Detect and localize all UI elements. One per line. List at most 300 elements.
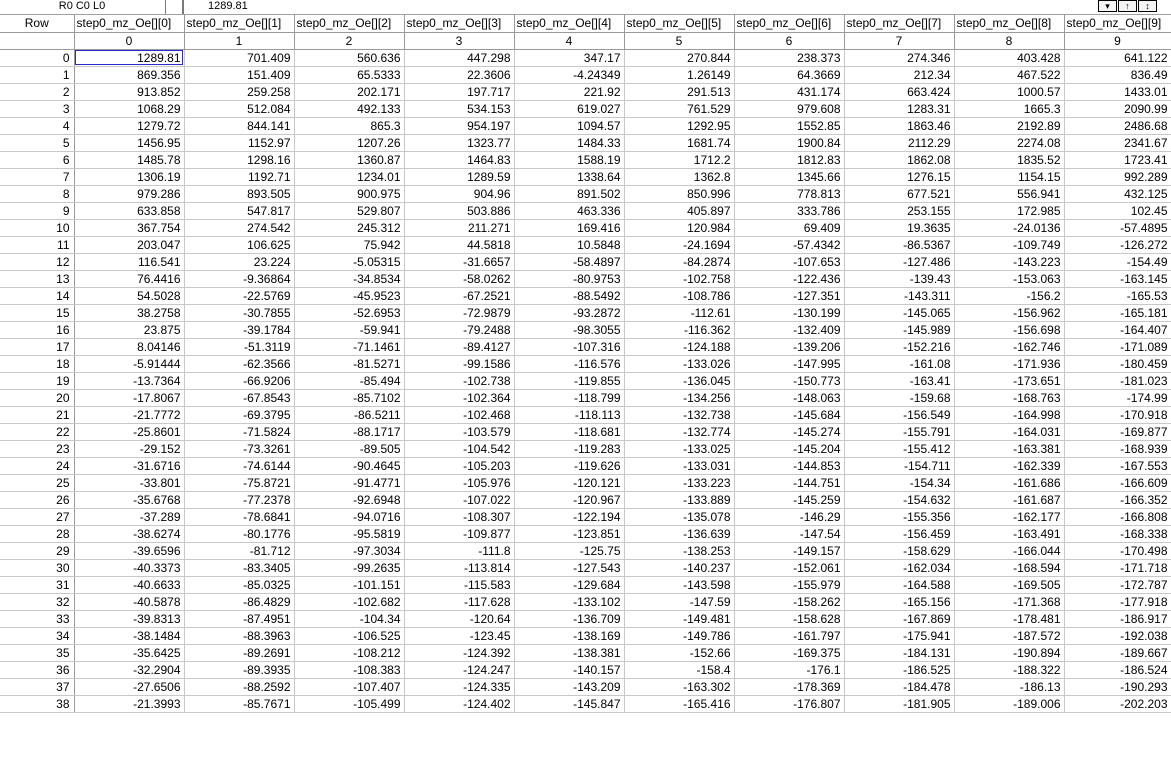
table-cell[interactable]: -95.5819 <box>294 525 404 542</box>
table-cell[interactable]: -176.807 <box>734 695 844 712</box>
table-cell[interactable]: -139.43 <box>844 270 954 287</box>
table-cell[interactable]: -133.102 <box>514 593 624 610</box>
table-cell[interactable]: -133.031 <box>624 457 734 474</box>
table-cell[interactable]: 1456.95 <box>74 134 184 151</box>
table-cell[interactable]: -98.3055 <box>514 321 624 338</box>
table-cell[interactable]: -112.61 <box>624 304 734 321</box>
row-index[interactable]: 30 <box>0 559 74 576</box>
table-cell[interactable]: 75.942 <box>294 236 404 253</box>
selected-cell[interactable]: 1289.81 <box>74 49 184 66</box>
table-cell[interactable]: -168.939 <box>1064 440 1171 457</box>
table-cell[interactable]: 512.084 <box>184 100 294 117</box>
table-cell[interactable]: -88.2592 <box>184 678 294 695</box>
row-index[interactable]: 38 <box>0 695 74 712</box>
data-table-view[interactable] <box>0 15 1171 768</box>
table-cell[interactable]: -152.061 <box>734 559 844 576</box>
table-cell[interactable]: 1289.59 <box>404 168 514 185</box>
table-cell[interactable]: -130.199 <box>734 304 844 321</box>
table-cell[interactable]: 1292.95 <box>624 117 734 134</box>
table-cell[interactable]: 259.258 <box>184 83 294 100</box>
table-cell[interactable]: -162.177 <box>954 508 1064 525</box>
table-cell[interactable]: -158.262 <box>734 593 844 610</box>
table-cell[interactable]: -155.356 <box>844 508 954 525</box>
table-cell[interactable]: 701.409 <box>184 49 294 66</box>
table-cell[interactable]: 1306.19 <box>74 168 184 185</box>
table-cell[interactable]: -147.59 <box>624 593 734 610</box>
table-cell[interactable]: -117.628 <box>404 593 514 610</box>
table-cell[interactable]: -85.0325 <box>184 576 294 593</box>
row-index[interactable]: 34 <box>0 627 74 644</box>
table-cell[interactable]: -105.976 <box>404 474 514 491</box>
table-cell[interactable]: -190.894 <box>954 644 1064 661</box>
table-cell[interactable]: -21.7772 <box>74 406 184 423</box>
table-cell[interactable]: -24.0136 <box>954 219 1064 236</box>
table-cell[interactable]: -88.1717 <box>294 423 404 440</box>
table-cell[interactable]: 869.356 <box>74 66 184 83</box>
row-index[interactable]: 13 <box>0 270 74 287</box>
table-cell[interactable]: 619.027 <box>514 100 624 117</box>
table-cell[interactable]: -108.307 <box>404 508 514 525</box>
table-cell[interactable]: -119.283 <box>514 440 624 457</box>
table-cell[interactable]: 102.45 <box>1064 202 1171 219</box>
table-cell[interactable]: -168.338 <box>1064 525 1171 542</box>
table-cell[interactable]: -52.6953 <box>294 304 404 321</box>
table-cell[interactable]: -99.2635 <box>294 559 404 576</box>
table-cell[interactable]: -119.626 <box>514 457 624 474</box>
row-index[interactable]: 29 <box>0 542 74 559</box>
table-cell[interactable]: -87.4951 <box>184 610 294 627</box>
table-cell[interactable]: -147.54 <box>734 525 844 542</box>
table-cell[interactable]: -67.2521 <box>404 287 514 304</box>
table-cell[interactable]: -108.786 <box>624 287 734 304</box>
table-cell[interactable]: -186.13 <box>954 678 1064 695</box>
table-cell[interactable]: 22.3606 <box>404 66 514 83</box>
table-cell[interactable]: -57.4895 <box>1064 219 1171 236</box>
table-cell[interactable]: -156.698 <box>954 321 1064 338</box>
table-cell[interactable]: 291.513 <box>624 83 734 100</box>
table-cell[interactable]: -166.609 <box>1064 474 1171 491</box>
table-cell[interactable]: -171.936 <box>954 355 1064 372</box>
table-cell[interactable]: -40.5878 <box>74 593 184 610</box>
table-cell[interactable]: -133.026 <box>624 355 734 372</box>
row-index[interactable]: 37 <box>0 678 74 695</box>
table-cell[interactable]: -78.6841 <box>184 508 294 525</box>
table-cell[interactable]: -102.468 <box>404 406 514 423</box>
table-cell[interactable]: 534.153 <box>404 100 514 117</box>
table-cell[interactable]: 547.817 <box>184 202 294 219</box>
row-index[interactable]: 0 <box>0 49 74 66</box>
table-cell[interactable]: -134.256 <box>624 389 734 406</box>
table-cell[interactable]: -97.3034 <box>294 542 404 559</box>
table-cell[interactable]: 1681.74 <box>624 134 734 151</box>
table-cell[interactable]: -155.412 <box>844 440 954 457</box>
table-cell[interactable]: -163.381 <box>954 440 1064 457</box>
table-cell[interactable]: -138.169 <box>514 627 624 644</box>
table-cell[interactable]: -159.68 <box>844 389 954 406</box>
table-cell[interactable]: 503.886 <box>404 202 514 219</box>
table-cell[interactable]: 1338.64 <box>514 168 624 185</box>
table-cell[interactable]: -153.063 <box>954 270 1064 287</box>
table-cell[interactable]: -186.524 <box>1064 661 1171 678</box>
table-cell[interactable]: -32.2904 <box>74 661 184 678</box>
table-cell[interactable]: -102.364 <box>404 389 514 406</box>
table-cell[interactable]: 1154.15 <box>954 168 1064 185</box>
table-cell[interactable]: 274.346 <box>844 49 954 66</box>
table-cell[interactable]: -156.962 <box>954 304 1064 321</box>
table-cell[interactable]: -158.629 <box>844 542 954 559</box>
table-cell[interactable]: -89.505 <box>294 440 404 457</box>
table-cell[interactable]: -171.368 <box>954 593 1064 610</box>
table-cell[interactable]: -124.392 <box>404 644 514 661</box>
table-cell[interactable]: 850.996 <box>624 185 734 202</box>
table-cell[interactable]: -145.259 <box>734 491 844 508</box>
column-header[interactable]: step0_mz_Oe[][2] <box>294 15 404 32</box>
table-cell[interactable]: -109.877 <box>404 525 514 542</box>
table-cell[interactable]: -5.91444 <box>74 355 184 372</box>
table-cell[interactable]: 992.289 <box>1064 168 1171 185</box>
row-index[interactable]: 8 <box>0 185 74 202</box>
table-cell[interactable]: -164.998 <box>954 406 1064 423</box>
table-cell[interactable]: 1862.08 <box>844 151 954 168</box>
row-index[interactable]: 5 <box>0 134 74 151</box>
table-cell[interactable]: 211.271 <box>404 219 514 236</box>
table-cell[interactable]: -136.045 <box>624 372 734 389</box>
table-cell[interactable]: -163.491 <box>954 525 1064 542</box>
table-cell[interactable]: -178.481 <box>954 610 1064 627</box>
table-cell[interactable]: -152.66 <box>624 644 734 661</box>
table-cell[interactable]: -17.8067 <box>74 389 184 406</box>
table-cell[interactable]: -81.712 <box>184 542 294 559</box>
table-cell[interactable]: -167.869 <box>844 610 954 627</box>
row-index[interactable]: 28 <box>0 525 74 542</box>
table-cell[interactable]: -186.917 <box>1064 610 1171 627</box>
table-cell[interactable]: 432.125 <box>1064 185 1171 202</box>
table-cell[interactable]: 333.786 <box>734 202 844 219</box>
table-cell[interactable]: -126.272 <box>1064 236 1171 253</box>
table-cell[interactable]: -163.41 <box>844 372 954 389</box>
table-cell[interactable]: -86.4829 <box>184 593 294 610</box>
table-cell[interactable]: -116.576 <box>514 355 624 372</box>
table-cell[interactable]: 1812.83 <box>734 151 844 168</box>
table-cell[interactable]: 1552.85 <box>734 117 844 134</box>
table-cell[interactable]: -127.543 <box>514 559 624 576</box>
table-cell[interactable]: -181.023 <box>1064 372 1171 389</box>
table-cell[interactable]: -22.5769 <box>184 287 294 304</box>
table-cell[interactable]: -39.8313 <box>74 610 184 627</box>
table-cell[interactable]: 106.625 <box>184 236 294 253</box>
table-cell[interactable]: -105.499 <box>294 695 404 712</box>
table-cell[interactable]: 253.155 <box>844 202 954 219</box>
row-index[interactable]: 22 <box>0 423 74 440</box>
table-cell[interactable]: -171.089 <box>1064 338 1171 355</box>
table-cell[interactable]: 347.17 <box>514 49 624 66</box>
table-cell[interactable]: -118.681 <box>514 423 624 440</box>
row-index[interactable]: 35 <box>0 644 74 661</box>
table-cell[interactable]: -145.204 <box>734 440 844 457</box>
table-cell[interactable]: -66.9206 <box>184 372 294 389</box>
table-cell[interactable]: -35.6768 <box>74 491 184 508</box>
table-cell[interactable]: -102.758 <box>624 270 734 287</box>
table-cell[interactable]: -165.156 <box>844 593 954 610</box>
column-header[interactable]: step0_mz_Oe[][8] <box>954 15 1064 32</box>
row-index[interactable]: 24 <box>0 457 74 474</box>
table-cell[interactable]: -135.078 <box>624 508 734 525</box>
table-cell[interactable]: 1068.29 <box>74 100 184 117</box>
table-cell[interactable]: 1362.8 <box>624 168 734 185</box>
table-cell[interactable]: -152.216 <box>844 338 954 355</box>
table-cell[interactable]: -138.381 <box>514 644 624 661</box>
table-cell[interactable]: 893.505 <box>184 185 294 202</box>
table-cell[interactable]: -107.316 <box>514 338 624 355</box>
table-cell[interactable]: -174.99 <box>1064 389 1171 406</box>
table-cell[interactable]: 2090.99 <box>1064 100 1171 117</box>
column-header[interactable]: step0_mz_Oe[][1] <box>184 15 294 32</box>
table-cell[interactable]: -85.494 <box>294 372 404 389</box>
table-cell[interactable]: -39.6596 <box>74 542 184 559</box>
table-cell[interactable]: -74.6144 <box>184 457 294 474</box>
row-index[interactable]: 26 <box>0 491 74 508</box>
column-header[interactable]: step0_mz_Oe[][0] <box>74 15 184 32</box>
table-cell[interactable]: -188.322 <box>954 661 1064 678</box>
table-cell[interactable]: 274.542 <box>184 219 294 236</box>
table-cell[interactable]: -81.5271 <box>294 355 404 372</box>
table-cell[interactable]: 169.416 <box>514 219 624 236</box>
table-cell[interactable]: 54.5028 <box>74 287 184 304</box>
row-index[interactable]: 10 <box>0 219 74 236</box>
table-cell[interactable]: 560.636 <box>294 49 404 66</box>
column-header[interactable]: step0_mz_Oe[][4] <box>514 15 624 32</box>
table-cell[interactable]: 865.3 <box>294 117 404 134</box>
table-cell[interactable]: -125.75 <box>514 542 624 559</box>
table-cell[interactable]: -59.941 <box>294 321 404 338</box>
column-header[interactable]: step0_mz_Oe[][7] <box>844 15 954 32</box>
table-cell[interactable]: -89.3935 <box>184 661 294 678</box>
table-cell[interactable]: 23.224 <box>184 253 294 270</box>
table-cell[interactable]: 1485.78 <box>74 151 184 168</box>
table-cell[interactable]: -5.05315 <box>294 253 404 270</box>
table-cell[interactable]: -162.746 <box>954 338 1064 355</box>
table-cell[interactable]: -155.979 <box>734 576 844 593</box>
row-index[interactable]: 19 <box>0 372 74 389</box>
cell-value-field[interactable]: 1289.81 <box>183 0 1093 14</box>
column-header[interactable]: step0_mz_Oe[][6] <box>734 15 844 32</box>
table-cell[interactable]: -170.918 <box>1064 406 1171 423</box>
table-cell[interactable]: -62.3566 <box>184 355 294 372</box>
table-cell[interactable]: -107.022 <box>404 491 514 508</box>
table-cell[interactable]: -45.9523 <box>294 287 404 304</box>
row-index[interactable]: 2 <box>0 83 74 100</box>
table-cell[interactable]: -57.4342 <box>734 236 844 253</box>
table-cell[interactable]: -116.362 <box>624 321 734 338</box>
table-cell[interactable]: -33.801 <box>74 474 184 491</box>
table-cell[interactable]: 556.941 <box>954 185 1064 202</box>
table-cell[interactable]: -147.995 <box>734 355 844 372</box>
table-cell[interactable]: -187.572 <box>954 627 1064 644</box>
table-cell[interactable]: 1360.87 <box>294 151 404 168</box>
table-cell[interactable]: 1863.46 <box>844 117 954 134</box>
table-cell[interactable]: -149.481 <box>624 610 734 627</box>
table-cell[interactable]: -139.206 <box>734 338 844 355</box>
row-index[interactable]: 32 <box>0 593 74 610</box>
table-cell[interactable]: -166.044 <box>954 542 1064 559</box>
table-cell[interactable]: -171.718 <box>1064 559 1171 576</box>
table-cell[interactable]: 904.96 <box>404 185 514 202</box>
table-cell[interactable]: 900.975 <box>294 185 404 202</box>
table-cell[interactable]: -161.686 <box>954 474 1064 491</box>
table-cell[interactable]: -145.274 <box>734 423 844 440</box>
row-index[interactable]: 18 <box>0 355 74 372</box>
table-cell[interactable]: -37.289 <box>74 508 184 525</box>
table-cell[interactable]: -93.2872 <box>514 304 624 321</box>
table-cell[interactable]: -25.8601 <box>74 423 184 440</box>
table-cell[interactable]: -94.0716 <box>294 508 404 525</box>
table-cell[interactable]: -103.579 <box>404 423 514 440</box>
table-cell[interactable]: 891.502 <box>514 185 624 202</box>
table-cell[interactable]: -140.237 <box>624 559 734 576</box>
table-cell[interactable]: -133.025 <box>624 440 734 457</box>
table-cell[interactable]: -88.5492 <box>514 287 624 304</box>
table-cell[interactable]: -58.4897 <box>514 253 624 270</box>
table-cell[interactable]: -190.293 <box>1064 678 1171 695</box>
table-cell[interactable]: -118.113 <box>514 406 624 423</box>
table-cell[interactable]: -80.1776 <box>184 525 294 542</box>
table-cell[interactable]: -38.1484 <box>74 627 184 644</box>
table-cell[interactable]: -150.773 <box>734 372 844 389</box>
table-cell[interactable]: 1279.72 <box>74 117 184 134</box>
table-cell[interactable]: 2192.89 <box>954 117 1064 134</box>
table-cell[interactable]: -51.3119 <box>184 338 294 355</box>
table-cell[interactable]: -80.9753 <box>514 270 624 287</box>
table-cell[interactable]: -127.486 <box>844 253 954 270</box>
table-cell[interactable]: -156.2 <box>954 287 1064 304</box>
table-cell[interactable]: 2274.08 <box>954 134 1064 151</box>
table-cell[interactable]: -104.34 <box>294 610 404 627</box>
table-cell[interactable]: 844.141 <box>184 117 294 134</box>
table-cell[interactable]: 663.424 <box>844 83 954 100</box>
row-index[interactable]: 16 <box>0 321 74 338</box>
table-cell[interactable]: -143.223 <box>954 253 1064 270</box>
table-cell[interactable]: -106.525 <box>294 627 404 644</box>
table-cell[interactable]: -31.6657 <box>404 253 514 270</box>
table-cell[interactable]: -89.2691 <box>184 644 294 661</box>
table-cell[interactable]: 2341.67 <box>1064 134 1171 151</box>
table-cell[interactable]: -40.6633 <box>74 576 184 593</box>
table-cell[interactable]: -21.3993 <box>74 695 184 712</box>
table-cell[interactable]: -123.45 <box>404 627 514 644</box>
table-cell[interactable]: -79.2488 <box>404 321 514 338</box>
table-cell[interactable]: -124.247 <box>404 661 514 678</box>
table-cell[interactable]: -165.53 <box>1064 287 1171 304</box>
table-cell[interactable]: -132.409 <box>734 321 844 338</box>
row-index[interactable]: 3 <box>0 100 74 117</box>
table-cell[interactable]: -86.5211 <box>294 406 404 423</box>
table-cell[interactable]: -58.0262 <box>404 270 514 287</box>
table-cell[interactable]: 529.807 <box>294 202 404 219</box>
table-cell[interactable]: -145.989 <box>844 321 954 338</box>
table-cell[interactable]: 979.286 <box>74 185 184 202</box>
table-cell[interactable]: 245.312 <box>294 219 404 236</box>
table-cell[interactable]: 1234.01 <box>294 168 404 185</box>
row-index[interactable]: 27 <box>0 508 74 525</box>
table-cell[interactable]: -164.031 <box>954 423 1064 440</box>
table-cell[interactable]: -107.653 <box>734 253 844 270</box>
table-cell[interactable]: -75.8721 <box>184 474 294 491</box>
table-cell[interactable]: 979.608 <box>734 100 844 117</box>
table-cell[interactable]: -124.402 <box>404 695 514 712</box>
table-cell[interactable]: -127.351 <box>734 287 844 304</box>
table-cell[interactable]: -73.3261 <box>184 440 294 457</box>
table-cell[interactable]: -143.209 <box>514 678 624 695</box>
table-cell[interactable]: -184.131 <box>844 644 954 661</box>
row-index[interactable]: 7 <box>0 168 74 185</box>
table-cell[interactable]: -118.799 <box>514 389 624 406</box>
table-cell[interactable]: -170.498 <box>1064 542 1171 559</box>
row-index[interactable]: 9 <box>0 202 74 219</box>
table-cell[interactable]: 64.3669 <box>734 66 844 83</box>
table-cell[interactable]: 463.336 <box>514 202 624 219</box>
table-cell[interactable]: 447.298 <box>404 49 514 66</box>
table-cell[interactable]: -13.7364 <box>74 372 184 389</box>
table-cell[interactable]: 1152.97 <box>184 134 294 151</box>
table-cell[interactable]: -162.339 <box>954 457 1064 474</box>
table-cell[interactable]: -34.8534 <box>294 270 404 287</box>
table-cell[interactable]: -113.814 <box>404 559 514 576</box>
table-cell[interactable]: -111.8 <box>404 542 514 559</box>
table-cell[interactable]: 913.852 <box>74 83 184 100</box>
table-cell[interactable]: -133.223 <box>624 474 734 491</box>
table-cell[interactable]: 116.541 <box>74 253 184 270</box>
table-cell[interactable]: -40.3373 <box>74 559 184 576</box>
table-cell[interactable]: 2112.29 <box>844 134 954 151</box>
table-cell[interactable]: -161.687 <box>954 491 1064 508</box>
table-cell[interactable]: -39.1784 <box>184 321 294 338</box>
table-cell[interactable]: -85.7102 <box>294 389 404 406</box>
table-cell[interactable]: 10.5848 <box>514 236 624 253</box>
table-cell[interactable]: 836.49 <box>1064 66 1171 83</box>
table-cell[interactable]: -186.525 <box>844 661 954 678</box>
table-cell[interactable]: 778.813 <box>734 185 844 202</box>
table-cell[interactable]: -122.436 <box>734 270 844 287</box>
table-cell[interactable]: 761.529 <box>624 100 734 117</box>
table-cell[interactable]: -83.3405 <box>184 559 294 576</box>
row-index[interactable]: 31 <box>0 576 74 593</box>
table-cell[interactable]: -88.3963 <box>184 627 294 644</box>
table-cell[interactable]: 8.04146 <box>74 338 184 355</box>
table-cell[interactable]: -123.851 <box>514 525 624 542</box>
table-cell[interactable]: -168.594 <box>954 559 1064 576</box>
table-cell[interactable]: 1588.19 <box>514 151 624 168</box>
table-cell[interactable]: 120.984 <box>624 219 734 236</box>
table-cell[interactable]: -115.583 <box>404 576 514 593</box>
table-cell[interactable]: 1712.2 <box>624 151 734 168</box>
table-cell[interactable]: -102.738 <box>404 372 514 389</box>
table-cell[interactable]: -149.157 <box>734 542 844 559</box>
table-cell[interactable]: 367.754 <box>74 219 184 236</box>
table-cell[interactable]: -119.855 <box>514 372 624 389</box>
table-cell[interactable]: -163.302 <box>624 678 734 695</box>
table-cell[interactable]: 405.897 <box>624 202 734 219</box>
table-cell[interactable]: 221.92 <box>514 83 624 100</box>
table-cell[interactable]: -166.352 <box>1064 491 1171 508</box>
table-cell[interactable]: -169.877 <box>1064 423 1171 440</box>
table-cell[interactable]: -154.711 <box>844 457 954 474</box>
table-cell[interactable]: 1.26149 <box>624 66 734 83</box>
table-cell[interactable]: 954.197 <box>404 117 514 134</box>
table-cell[interactable]: 202.171 <box>294 83 404 100</box>
table-cell[interactable]: 1345.66 <box>734 168 844 185</box>
table-cell[interactable]: 677.521 <box>844 185 954 202</box>
row-index[interactable]: 1 <box>0 66 74 83</box>
